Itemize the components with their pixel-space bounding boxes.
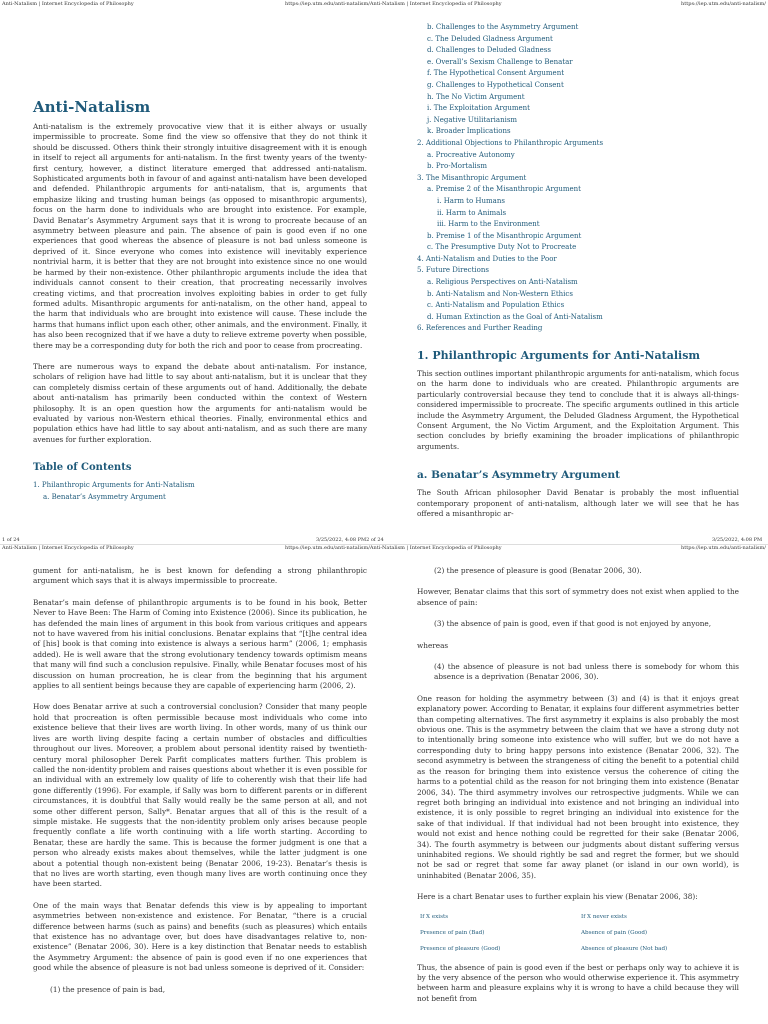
toc-link[interactable]: e. Overall’s Sexism Challenge to Benatar <box>427 57 573 66</box>
page2-paragraph-1: gument for anti-natalism, he is best known for defending a strong philanthropic argument which says that it is always impermissible to procreate. <box>33 566 367 586</box>
toc-link[interactable]: a. Benatar’s Asymmetry Argument <box>43 492 166 501</box>
article-title: Anti-Natalism <box>33 98 151 116</box>
toc-link[interactable]: 2. Additional Objections to Philanthropic Arguments <box>417 138 604 147</box>
chart-cell: Absence of pleasure (Not bad) <box>581 945 668 952</box>
asymmetry-chart <box>417 909 739 957</box>
toc-link[interactable]: 3. The Misanthropic Argument <box>417 173 527 182</box>
page2-right-paragraph-1: However, Benatar claims that this sort of symmetry does not exist when applied to the absence of pain: <box>417 587 739 607</box>
page1-footer-mid: 3/25/2022, 4:08 PM2 of 24 <box>316 537 384 543</box>
toc-list-left <box>33 480 367 503</box>
chart-cell: Presence of pleasure (Good) <box>420 945 501 952</box>
toc-link[interactable]: d. Human Extinction as the Goal of Anti-Natalism <box>427 312 603 321</box>
chart-cell: If X never exists <box>581 913 627 920</box>
toc-link[interactable]: i. Harm to Humans <box>437 196 505 205</box>
whereas-label: whereas <box>417 640 449 650</box>
page2-paragraph-4: One of the main ways that Benatar defends this view is by appealing to important asymmetries between non-existence and existence. For Benatar, “there is a crucial difference between harms (such as pains) and benefits (such as pleasures) which entails that existence has no advantage over, but does have disadvantages relative to, non-existence” (Benatar 2006, 30). Here is a key distinction that Benatar needs to establish the Asymmetry Argument: the absence of pain is good even if no one experiences that good while the absence of pleasure is not bad unless someone is deprived of it. Consider: <box>33 900 367 973</box>
page2-paragraph-3: How does Benatar arrive at such a controversial conclusion? Consider that many people hold that procreation is often permissible because most individuals who come into existence believe that their lives are worth living. In other words, many of us think our lives are worth living despite facing a certain number of obstacles and difficulties throughout our lives. Moreover, a problem about personal identity raised by twentieth-century moral philosopher Derek Parfit complicates matters further. This problem is called the non-identity problem and raises questions about whether it is even possible for an individual with an extremely low quality of life to coherently wish that their life had gone differently (1996). For example, if Sally was born to different parents or in different circumstances, it is doubtful that Sally would really be the same person at all, and not some other different person, Sally*. Benatar argues that all of this is the result of a simple mistake. He suggests that the non-identity problem only arises because people frequently conflate a life worth continuing with a life worth starting. According to Benatar, these are hardly the same. This is because the former judgment is one that a person who already exists makes about themselves, while the latter judgment is one about a potential though non-existent being (Benatar 2006, 19-23). Benatar’s thesis is that no lives are worth starting, even though many lives are worth continuing once they have been started. <box>33 702 367 889</box>
premise-3: (3) the absence of pain is good, even if that good is not enjoyed by anyone, <box>434 619 712 629</box>
page2-header-url[interactable]: https://iep.utm.edu/anti-natalism/Anti-Natalism | Internet Encyclopedia of Philosophy <box>285 545 502 551</box>
section-1a-heading: a. Benatar’s Asymmetry Argument <box>417 469 621 482</box>
page2-header-left: Anti-Natalism | Internet Encyclopedia of Philosophy <box>2 545 134 551</box>
chart-row <box>417 909 739 925</box>
toc-link[interactable]: k. Broader Implications <box>427 127 511 136</box>
toc-link[interactable]: g. Challenges to Hypothetical Consent <box>427 80 564 89</box>
page2-left-column <box>33 566 367 995</box>
page1-left-column <box>33 98 367 503</box>
page1-footer-left: 1 of 24 <box>2 537 20 543</box>
toc-link[interactable]: b. Premise 1 of the Misanthropic Argument <box>427 231 582 240</box>
page1-footer-right: 3/25/2022, 4:08 PM <box>712 537 763 543</box>
toc-link[interactable]: j. Negative Utilitarianism <box>427 115 518 124</box>
page2-right-paragraph-3: Here is a chart Benatar uses to further explain his view (Benatar 2006, 38): <box>417 892 698 902</box>
toc-link[interactable]: 1. Philanthropic Arguments for Anti-Natalism <box>33 481 195 490</box>
toc-link[interactable]: a. Premise 2 of the Misanthropic Argument <box>427 185 581 194</box>
toc-link[interactable]: h. The No Victim Argument <box>427 92 525 101</box>
page2-right-paragraph-2: One reason for holding the asymmetry between (3) and (4) is that it enjoys great explanatory power. According to Benatar, it explains four different asymmetries better than competing alternatives. The first asymmetry it explains is also probably the most obvious one. This is the asymmetry between the claim that we have a strong duty not to intentionally bring someone into existence who will suffer, but we do not have a corresponding duty to bring happy persons into existence (Benatar 2006, 32). The second asymmetry is between the strangeness of citing the benefit to a potential child as the reason for bringing them into existence versus the coherence of citing the harms to a potential child as the reason for not bringing them into existence (Benatar 2006, 34). The third asymmetry involves our retrospective judgments. While we can regret both bringing an individual into existence and not bringing an individual into existence, it is only possible to regret bringing an individual into existence for the sake of that individual. If that individual had not been brought into existence, they would not exist and hence nothing could be regretted for their sake (Benatar 2006, 34). The fourth asymmetry is between our judgments about distant suffering versus uninhabited regions. We should rightly be sad and regret the former, but we should not be sad or regret that some far away planet (or island in our own world), is uninhabited (Benatar 2006, 35). <box>417 693 739 880</box>
toc-link[interactable]: c. Anti-Natalism and Population Ethics <box>427 301 565 310</box>
toc-heading: Table of Contents <box>33 462 132 474</box>
page2-header-right[interactable]: https://iep.utm.edu/anti-natalism/ <box>681 545 766 551</box>
toc-link[interactable]: b. Pro-Mortalism <box>427 162 487 171</box>
intro-paragraph-2: There are numerous ways to expand the debate about anti-natalism. For instance, scholars of religion have had little to say about anti-natalism, but it is unclear that they can completely dismiss certain of these arguments out of hand. Additionally, the debate about anti-natalism has primarily been conducted within the context of Western philosophy. It is an open question how the arguments for anti-natalism would be evaluated by various non-Western ethical theories. Finally, environmental ethics and population ethics have had little to say about anti-natalism, and as such there are many avenues for further exploration. <box>33 361 367 444</box>
toc-link[interactable]: c. The Presumptive Duty Not to Procreate <box>427 243 577 252</box>
chart-row <box>417 941 739 957</box>
page2-right-paragraph-4: Thus, the absence of pain is good even if the best or perhaps only way to achieve it is by the very absence of the person who would otherwise experience it. This asymmetry between harm and pleasure explains why it is wrong to have a child because they will not benefit from <box>417 962 739 1003</box>
page2-right-column <box>417 566 739 1004</box>
toc-link[interactable]: iii. Harm to the Environment <box>437 220 540 229</box>
toc-link[interactable]: 4. Anti-Natalism and Duties to the Poor <box>417 254 557 263</box>
intro-paragraph-1: Anti-natalism is the extremely provocative view that it is either always or usually impermissible to procreate. Some find the view so offensive that they do not think it should be discussed. Others think their strongly intuitive disagreement with it is enough in itself to reject all arguments for anti-natalism. In the first twenty years of the twenty-first century, however, a distinct literature emerged that addressed anti-natalism. Sophisticated arguments both in favour of and against anti-natalism have been developed and defended. Philanthropic arguments for anti-natalism, that is, arguments that emphasize liking and trusting human beings (as opposed to misanthropic arguments), focus on the harm done to individuals who are brought into existence. For example, David Benatar’s Asymmetry Argument says that it is wrong to procreate because of an asymmetry between pleasure and pain. The absence of pain is good even if no one experiences that good whereas the absence of pleasure is not bad unless someone is deprived of it. Since everyone who comes into existence will inevitably experience nontrivial harm, it is better that they are not brought into existence since no one would be harmed by their non-existence. Other philanthropic arguments include the idea that individuals cannot consent to their creation, that procreating necessarily involves creating victims, and that procreation involves exploiting babies in order to get fully formed adults. Misanthropic arguments for anti-natalism, on the other hand, appeal to the harm that individuals who are brought into existence will cause. These include the harms that humans inflict upon each other, other animals, and the environment. Finally, it has also been recognized that if we have a duty to relieve extreme poverty when possible, there may be a corresponding duty for both the rich and poor to cease from procreating. <box>33 122 367 350</box>
toc-link[interactable]: i. The Exploitation Argument <box>427 104 530 113</box>
section-1a-paragraph: The South African philosopher David Benatar is probably the most influential contemporary proponent of anti-natalism, although later we will see that he has offered a misanthropic ar- <box>417 488 739 519</box>
section-1-heading: 1. Philanthropic Arguments for Anti-Natalism <box>417 349 701 363</box>
toc-link[interactable]: f. The Hypothetical Consent Argument <box>427 69 565 78</box>
toc-link[interactable]: b. Anti-Natalism and Non-Western Ethics <box>427 289 573 298</box>
chart-cell: Absence of pain (Good) <box>581 929 648 936</box>
chart-cell: Presence of pain (Bad) <box>420 929 485 936</box>
page1-right-column <box>417 22 739 520</box>
chart-cell: If X exists <box>420 913 449 920</box>
chart-row <box>417 925 739 941</box>
toc-link[interactable]: a. Religious Perspectives on Anti-Natalism <box>427 278 578 287</box>
premise-1: (1) the presence of pain is bad, <box>50 984 166 994</box>
premise-4: (4) the absence of pleasure is not bad unless there is somebody for whom this absence is a deprivation (Benatar 2006, 30). <box>434 662 739 682</box>
section-1-paragraph: This section outlines important philanthropic arguments for anti-natalism, which focus on the harm done to individuals who are created. Philanthropic arguments are particularly controversial because they tend to conclude that it is always all-things-considered impermissible to procreate. The specific arguments outlined in this article include the Asymmetry Argument, the Deluded Gladness Argument, the Hypothetical Consent Argument, the No Victim Argument, and the Exploitation Argument. This section concludes by briefly examining the broader implications of philanthropic arguments. <box>417 369 739 451</box>
toc-link[interactable]: b. Challenges to the Asymmetry Argument <box>427 23 579 31</box>
premise-2: (2) the presence of pleasure is good (Benatar 2006, 30). <box>434 566 642 575</box>
toc-link[interactable]: d. Challenges to Deluded Gladness <box>427 46 551 55</box>
toc-link[interactable]: 6. References and Further Reading <box>417 324 543 333</box>
page1-header-right[interactable]: https://iep.utm.edu/anti-natalism/ <box>681 1 766 7</box>
toc-link[interactable]: a. Procreative Autonomy <box>427 150 515 159</box>
toc-link[interactable]: 5. Future Directions <box>417 266 489 275</box>
page1-header-left: Anti-Natalism | Internet Encyclopedia of Philosophy <box>2 1 134 7</box>
page1-header-url[interactable]: https://iep.utm.edu/anti-natalism/Anti-Natalism | Internet Encyclopedia of Philosophy <box>285 1 502 7</box>
toc-list-right <box>417 22 739 335</box>
toc-link[interactable]: c. The Deluded Gladness Argument <box>427 34 553 43</box>
toc-link[interactable]: ii. Harm to Animals <box>437 208 507 217</box>
page2-paragraph-2: Benatar’s main defense of philanthropic arguments is to be found in his book, Better Never to Have Been: The Harm of Coming into Existence (2006). Since its publication, he has defended the main lines of argument in this book from various critiques and appears not to have wavered from his initial conclusions. Benatar explains that “[t]he central idea of [his] book is that coming into existence is always a serious harm” (2006, 1; emphasis added). He is well aware that the strong evolutionary tendency towards optimism means that many will find such a conclusion repulsive. Finally, while Benatar focuses most of his discussion on human procreation, he is clear from the beginning that his argument applies to all sentient beings because they are capable of experiencing harm (2006, 2). <box>33 597 367 691</box>
